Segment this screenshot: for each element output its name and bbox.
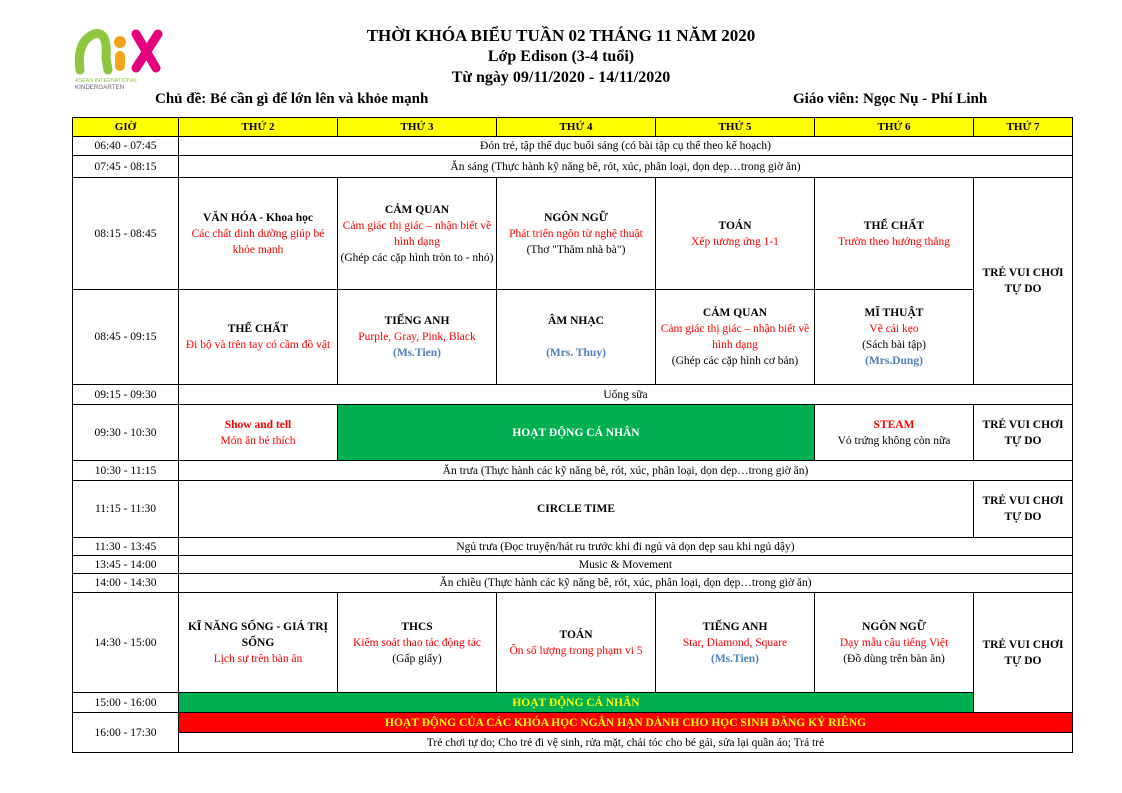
lesson-title: TIẾNG ANH — [384, 315, 450, 327]
class-name: Lớp Edison (3-4 tuổi) — [487, 48, 635, 65]
activity-cell: Ngủ trưa (Đọc truyện/hát ru trước khi đi ngủ và dọn dẹp sau khi ngủ dậy) — [179, 538, 1073, 556]
lesson-subtitle: Phát triển ngôn từ nghệ thuật — [509, 227, 643, 240]
activity-cell: Trẻ chơi tự do; Cho trẻ đi vệ sinh, rửa mặt, chải tóc cho bé gái, sửa lại quần áo; Trả trẻ — [179, 733, 1073, 753]
lesson-title: STEAM — [873, 418, 915, 431]
activity-cell: Ăn chiều (Thực hành các kỹ năng bê, rót, xúc, phân loại, dọn dẹp…trong giờ ăn) — [179, 574, 1073, 593]
time-cell: 13:45 - 14:00 — [73, 556, 179, 574]
col-time: GIỜ — [73, 118, 179, 137]
activity-cell: Đón trẻ, tập thể dục buổi sáng (có bài tập cụ thể theo kế hoạch) — [179, 137, 1073, 156]
time-cell: 07:45 - 08:15 — [73, 156, 179, 178]
row-1345 — [73, 556, 1073, 574]
lesson-title: KĨ NĂNG SỐNG - GIÁ TRỊ SỐNG — [187, 620, 329, 649]
lesson-title: Show and tell — [224, 418, 292, 431]
lesson-cell-fri — [815, 178, 974, 290]
lesson-cell-mon — [179, 593, 338, 693]
row-0815 — [73, 178, 1073, 290]
row-1600-detail — [73, 733, 1073, 753]
lesson-cell-tue — [338, 178, 497, 290]
col-fri: THỨ 6 — [815, 118, 974, 137]
time-cell: 09:30 - 10:30 — [73, 405, 179, 461]
free-play-cell: TRẺ VUI CHƠI TỰ DO — [974, 481, 1073, 538]
row-0915 — [73, 385, 1073, 405]
row-1500 — [73, 693, 1073, 713]
lesson-subtitle: Star, Diamond, Square — [682, 636, 788, 649]
col-sat: THỨ 7 — [974, 118, 1073, 137]
time-cell: 08:15 - 08:45 — [73, 178, 179, 290]
lesson-subtitle: Trườn theo hướng thẳng — [837, 235, 951, 248]
individual-activity-cell: HOẠT ĐỘNG CÁ NHÂN — [179, 693, 974, 713]
col-mon: THỨ 2 — [179, 118, 338, 137]
lesson-note: (Sách bài tập) — [862, 339, 926, 351]
lesson-cell-thu — [656, 290, 815, 385]
logo-caption: ASEAN INTERNATIONAL — [75, 78, 138, 84]
lesson-subtitle: Cảm giác thị giác – nhận biết về hình dạng — [660, 323, 810, 351]
time-cell: 14:30 - 15:00 — [73, 593, 179, 693]
time-cell: 11:30 - 13:45 — [73, 538, 179, 556]
row-0640 — [73, 137, 1073, 156]
row-1400 — [73, 574, 1073, 593]
lesson-title: THCS — [401, 620, 433, 633]
lesson-title: THỂ CHẤT — [227, 323, 289, 335]
activity-cell: Music & Movement — [179, 556, 1073, 574]
row-0930 — [73, 405, 1073, 461]
lesson-cell-wed — [497, 593, 656, 693]
lesson-cell-fri — [815, 290, 974, 385]
row-0745 — [73, 156, 1073, 178]
logo-caption-2: KINDERGARTEN — [75, 84, 125, 91]
time-cell: 14:00 - 14:30 — [73, 574, 179, 593]
time-cell: 16:00 - 17:30 — [73, 713, 179, 753]
lesson-title: ÂM NHẠC — [548, 315, 604, 327]
col-tue: THỨ 3 — [338, 118, 497, 137]
schedule-title: THỜI KHÓA BIỂU TUẦN 02 THÁNG 11 NĂM 2020 — [366, 26, 756, 45]
row-0845 — [73, 290, 1073, 385]
teacher-names: Giáo viên: Ngọc Nụ - Phí Linh — [793, 91, 988, 107]
lesson-teacher: (Ms.Tien) — [392, 347, 442, 359]
lesson-subtitle: Purple, Gray, Pink, Black — [358, 331, 476, 343]
time-cell: 09:15 - 09:30 — [73, 385, 179, 405]
row-1430 — [73, 593, 1073, 693]
row-1030 — [73, 461, 1073, 481]
activity-cell: Ăn trưa (Thực hành các kỹ năng bê, rót, xúc, phân loại, dọn dẹp…trong giờ ăn) — [179, 461, 1073, 481]
free-play-cell: TRẺ VUI CHƠI TỰ DO — [974, 405, 1073, 461]
lesson-subtitle: Cảm giác thị giác – nhận biết về hình dạng — [342, 219, 492, 248]
lesson-cell-tue — [338, 290, 497, 385]
row-1600 — [73, 713, 1073, 733]
lesson-subtitle: Lịch sự trên bàn ăn — [213, 652, 303, 665]
lesson-cell-mon — [179, 178, 338, 290]
lesson-note: (Đồ dùng trên bàn ăn) — [843, 652, 945, 665]
lesson-title: TIẾNG ANH — [702, 620, 768, 633]
lesson-cell-thu — [656, 593, 815, 693]
lesson-teacher: (Mrs.Dung) — [865, 355, 923, 367]
lesson-cell-thu — [656, 178, 815, 290]
lesson-cell-mon — [179, 405, 338, 461]
lesson-cell-mon — [179, 290, 338, 385]
lesson-title: CẢM QUAN — [702, 307, 768, 319]
lesson-subtitle: Món ăn bé thích — [220, 434, 296, 447]
lesson-subtitle: Vẽ cái kẹo — [869, 323, 919, 335]
row-1130 — [73, 538, 1073, 556]
free-play-cell: TRẺ VUI CHƠI TỰ DO — [974, 593, 1073, 713]
lesson-note: Vỏ trứng không còn nữa — [837, 434, 951, 447]
lesson-subtitle: Đi bộ và trên tay có cầm đồ vật — [185, 339, 331, 351]
lesson-teacher: (Mrs. Thuy) — [546, 347, 606, 359]
individual-activity-cell: HOẠT ĐỘNG CÁ NHÂN — [338, 405, 815, 461]
lesson-note: (Ghép các cặp hình cơ bản) — [671, 355, 799, 367]
time-cell: 08:45 - 09:15 — [73, 290, 179, 385]
activity-cell: Uống sữa — [179, 385, 1073, 405]
lesson-cell-fri — [815, 593, 974, 693]
col-wed: THỨ 4 — [497, 118, 656, 137]
short-course-banner: HOẠT ĐỘNG CỦA CÁC KHÓA HỌC NGẮN HẠN DÀNH CHO HỌC SINH ĐĂNG KÝ RIÊNG — [179, 713, 1073, 733]
topic: Chủ đề: Bé cần gì để lớn lên và khỏe mạnh — [155, 91, 429, 107]
lesson-title: MĨ THUẬT — [864, 307, 924, 319]
lesson-teacher: (Ms.Tien) — [710, 652, 760, 665]
lesson-note: (Gấp giấy) — [392, 652, 442, 665]
lesson-title: TOÁN — [718, 219, 752, 232]
time-cell: 10:30 - 11:15 — [73, 461, 179, 481]
activity-cell: Ăn sáng (Thực hành kỹ năng bê, rót, xúc, phân loại, dọn dẹp…trong giờ ăn) — [179, 156, 1073, 178]
timetable — [72, 117, 1073, 753]
circle-time-cell: CIRCLE TIME — [179, 481, 974, 538]
lesson-subtitle: Ôn số lượng trong phạm vi 5 — [509, 644, 643, 657]
lesson-cell-tue — [338, 593, 497, 693]
lesson-subtitle: Các chất dinh dưỡng giúp bé khỏe mạnh — [191, 227, 325, 256]
lesson-title: NGÔN NGỮ — [862, 620, 926, 633]
free-play-cell: TRẺ VUI CHƠI TỰ DO — [974, 178, 1073, 385]
col-thu: THỨ 5 — [656, 118, 815, 137]
lesson-title: TOÁN — [559, 628, 593, 641]
lesson-subtitle: Xếp tương ứng 1-1 — [691, 235, 779, 248]
row-1115 — [73, 481, 1073, 538]
lesson-subtitle: Dạy mẫu câu tiếng Việt — [839, 636, 949, 649]
date-range: Từ ngày 09/11/2020 - 14/11/2020 — [451, 69, 671, 86]
lesson-cell-fri — [815, 405, 974, 461]
lesson-title: NGÔN NGỮ — [544, 211, 608, 224]
lesson-title: THỂ CHẤT — [863, 219, 925, 232]
lesson-cell-wed — [497, 290, 656, 385]
lesson-note: (Thơ "Thăm nhà bà") — [526, 243, 626, 256]
time-cell: 06:40 - 07:45 — [73, 137, 179, 156]
lesson-note: (Ghép các cặp hình tròn to - nhỏ) — [340, 251, 494, 264]
time-cell: 11:15 - 11:30 — [73, 481, 179, 538]
lesson-title: CẢM QUAN — [384, 203, 450, 216]
time-cell: 15:00 - 16:00 — [73, 693, 179, 713]
lesson-title: VĂN HÓA - Khoa học — [203, 211, 313, 224]
lesson-cell-wed — [497, 178, 656, 290]
lesson-subtitle: Kiểm soát thao tác động tác — [352, 636, 482, 649]
header-row — [73, 118, 1073, 137]
